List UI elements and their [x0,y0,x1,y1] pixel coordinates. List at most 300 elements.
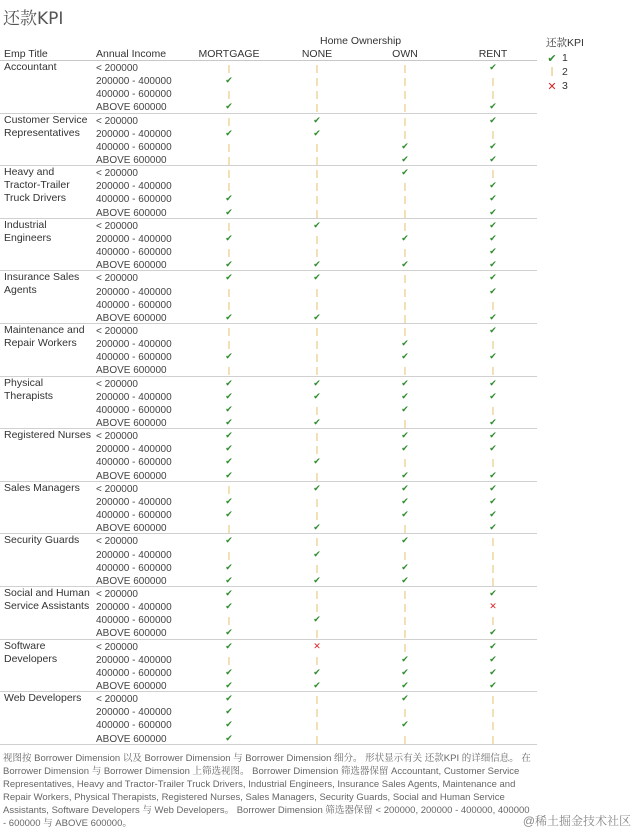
kpi-mark-rent[interactable]: ✔ [489,378,497,389]
table-row [0,667,537,680]
kpi-mark-rent[interactable]: ✔ [489,286,497,297]
kpi-mark-own[interactable]: ❘ [401,300,409,310]
kpi-mark-mortgage[interactable]: ✔ [225,694,233,705]
kpi-mark-own[interactable]: ❘ [401,182,409,192]
income-label-400k-600k[interactable]: 400000 - 600000 [96,562,172,574]
kpi-mark-none[interactable]: ❘ [313,248,321,258]
kpi-mark-none[interactable]: ❘ [313,734,321,744]
table-row [0,549,537,562]
legend-label-3: 3 [562,80,568,92]
kpi-mark-none[interactable]: ❘ [313,195,321,205]
kpi-mark-none[interactable]: ❘ [313,708,321,718]
kpi-mark-none[interactable]: ✕ [313,641,321,652]
kpi-mark-none[interactable]: ❘ [313,445,321,455]
kpi-mark-none[interactable]: ❘ [313,603,321,613]
income-label-lt-200k[interactable]: < 200000 [96,378,138,390]
income-label-400k-600k[interactable]: 400000 - 600000 [96,352,172,364]
income-label-above-600k[interactable]: ABOVE 600000 [96,207,167,219]
kpi-mark-none[interactable]: ❘ [313,169,321,179]
income-label-200k-400k[interactable]: 200000 - 400000 [96,707,172,719]
emp-title-label[interactable]: Sales Managers [4,481,80,494]
income-label-200k-400k[interactable]: 200000 - 400000 [96,496,172,508]
kpi-mark-own[interactable]: ✔ [401,483,409,494]
kpi-mark-none[interactable]: ❘ [313,563,321,573]
kpi-mark-none[interactable]: ✔ [313,391,321,402]
kpi-mark-mortgage[interactable]: ✔ [225,681,233,692]
kpi-mark-own[interactable]: ❘ [401,366,409,376]
kpi-mark-mortgage[interactable]: ❘ [225,182,233,192]
kpi-mark-rent[interactable]: ✔ [489,681,497,692]
kpi-mark-own[interactable]: ✔ [401,681,409,692]
kpi-mark-rent[interactable]: ✔ [489,312,497,323]
kpi-mark-rent[interactable]: ❘ [489,77,497,87]
kpi-mark-none[interactable]: ✔ [313,220,321,231]
income-label-above-600k[interactable]: ABOVE 600000 [96,365,167,377]
income-label-lt-200k[interactable]: < 200000 [96,431,138,443]
income-label-above-600k[interactable]: ABOVE 600000 [96,312,167,324]
kpi-mark-own[interactable]: ✔ [401,536,409,547]
kpi-mark-rent[interactable]: ✔ [489,667,497,678]
kpi-mark-rent[interactable]: ❘ [489,169,497,179]
kpi-mark-rent[interactable]: ✔ [489,326,497,336]
kpi-mark-own[interactable]: ❘ [401,419,409,429]
kpi-mark-own[interactable]: ❘ [401,129,409,139]
kpi-mark-own[interactable]: ✔ [401,510,409,521]
kpi-mark-rent[interactable]: ✔ [489,431,497,442]
kpi-mark-own[interactable]: ✔ [401,694,409,705]
income-label-lt-200k[interactable]: < 200000 [96,273,138,285]
kpi-mark-none[interactable]: ✔ [313,457,321,468]
kpi-mark-mortgage[interactable]: ✔ [225,312,233,323]
table-row [0,259,537,272]
kpi-mark-rent[interactable]: ✔ [489,391,497,402]
kpi-mark-own[interactable]: ❘ [401,64,409,73]
kpi-mark-none[interactable]: ❘ [313,156,321,166]
kpi-mark-mortgage[interactable]: ❘ [225,156,233,166]
kpi-mark-none[interactable]: ✔ [313,260,321,271]
kpi-mark-mortgage[interactable]: ✔ [225,536,233,547]
table-row [0,496,537,509]
kpi-mark-own[interactable]: ✔ [401,720,409,731]
table-row [0,404,537,417]
legend-item-1[interactable] [546,51,584,65]
kpi-mark-mortgage[interactable]: ✔ [225,444,233,455]
kpi-mark-mortgage[interactable]: ✔ [225,628,233,639]
income-label-above-600k[interactable]: ABOVE 600000 [96,523,167,535]
kpi-mark-own[interactable]: ❘ [401,287,409,297]
kpi-mark-own[interactable]: ✔ [401,444,409,455]
kpi-mark-rent[interactable]: ❘ [489,90,497,100]
kpi-mark-rent[interactable]: ✔ [489,181,497,192]
kpi-mark-rent[interactable]: ✔ [489,102,497,113]
kpi-mark-own[interactable]: ❘ [401,248,409,258]
kpi-mark-none[interactable]: ✔ [313,312,321,323]
income-label-400k-600k[interactable]: 400000 - 600000 [96,141,172,153]
emp-title-label[interactable]: Software Developers [4,639,58,665]
kpi-mark-rent[interactable]: ❘ [489,300,497,310]
kpi-mark-none[interactable]: ❘ [313,234,321,244]
kpi-mark-none[interactable]: ❘ [313,497,321,507]
table-row [0,627,537,640]
kpi-mark-mortgage[interactable]: ❘ [225,484,233,494]
kpi-mark-none[interactable]: ❘ [313,629,321,639]
kpi-mark-own[interactable]: ❘ [401,90,409,100]
kpi-mark-own[interactable]: ❘ [401,274,409,284]
kpi-mark-mortgage[interactable]: ❘ [225,655,233,665]
kpi-mark-own[interactable]: ✔ [401,575,409,586]
kpi-mark-mortgage[interactable]: ✔ [225,194,233,205]
income-label-200k-400k[interactable]: 200000 - 400000 [96,76,172,88]
income-label-lt-200k[interactable]: < 200000 [96,115,138,127]
income-label-lt-200k[interactable]: < 200000 [96,694,138,706]
kpi-mark-own[interactable]: ❘ [401,327,409,336]
kpi-mark-rent[interactable]: ✔ [489,510,497,521]
kpi-mark-own[interactable]: ✔ [401,431,409,442]
income-label-400k-600k[interactable]: 400000 - 600000 [96,615,172,627]
kpi-mark-mortgage[interactable]: ✔ [225,418,233,429]
kpi-mark-own[interactable]: ✔ [401,168,409,179]
kpi-mark-none[interactable]: ✔ [313,615,321,626]
kpi-mark-mortgage[interactable]: ✔ [225,391,233,402]
emp-title-label[interactable]: Accountant [4,61,57,73]
kpi-mark-none[interactable]: ✔ [313,681,321,692]
kpi-mark-mortgage[interactable]: ✔ [225,496,233,507]
income-label-lt-200k[interactable]: < 200000 [96,483,138,495]
kpi-mark-own[interactable]: ✔ [401,470,409,481]
table-row [0,614,537,627]
kpi-mark-rent[interactable]: ✕ [489,602,497,613]
table-row [0,693,537,706]
income-label-400k-600k[interactable]: 400000 - 600000 [96,299,172,311]
bar-icon: ❘ [548,67,556,77]
kpi-mark-rent[interactable]: ❘ [489,458,497,468]
kpi-mark-own[interactable]: ✔ [401,496,409,507]
kpi-mark-mortgage[interactable]: ✔ [225,378,233,389]
kpi-mark-rent[interactable]: ✔ [489,115,497,126]
kpi-mark-rent[interactable]: ✔ [489,641,497,652]
kpi-mark-own[interactable]: ✔ [401,339,409,350]
income-label-400k-600k[interactable]: 400000 - 600000 [96,247,172,259]
kpi-mark-mortgage[interactable]: ❘ [225,90,233,100]
kpi-mark-none[interactable]: ❘ [313,721,321,731]
kpi-mark-own[interactable]: ❘ [401,734,409,744]
kpi-mark-none[interactable]: ✔ [313,115,321,126]
kpi-mark-rent[interactable]: ❘ [489,576,497,586]
kpi-mark-none[interactable]: ✔ [313,378,321,389]
kpi-mark-none[interactable]: ❘ [313,340,321,350]
kpi-mark-mortgage[interactable]: ✔ [225,470,233,481]
kpi-mark-none[interactable]: ❘ [313,300,321,310]
kpi-mark-own[interactable]: ❘ [401,313,409,323]
income-label-200k-400k[interactable]: 200000 - 400000 [96,602,172,614]
kpi-mark-rent[interactable]: ✔ [489,523,497,534]
emp-title-label[interactable]: Industrial Engineers [4,218,52,244]
kpi-mark-own[interactable]: ✔ [401,260,409,271]
kpi-mark-none[interactable]: ❘ [313,103,321,113]
kpi-mark-own[interactable]: ✔ [401,404,409,415]
kpi-mark-rent[interactable]: ❘ [489,695,497,705]
kpi-mark-mortgage[interactable]: ✔ [225,667,233,678]
kpi-mark-mortgage[interactable]: ✔ [225,76,233,87]
kpi-mark-own[interactable]: ❘ [401,116,409,126]
income-label-400k-600k[interactable]: 400000 - 600000 [96,89,172,101]
kpi-mark-none[interactable]: ❘ [313,511,321,521]
kpi-mark-mortgage[interactable]: ✔ [225,589,233,599]
kpi-mark-mortgage[interactable]: ✔ [225,562,233,573]
legend-item-3[interactable] [546,79,584,93]
kpi-mark-none[interactable]: ✔ [313,523,321,534]
income-label-lt-200k[interactable]: < 200000 [96,326,138,337]
kpi-mark-mortgage[interactable]: ✔ [225,128,233,139]
kpi-mark-none[interactable]: ✔ [313,418,321,429]
kpi-mark-mortgage[interactable]: ✔ [225,457,233,468]
kpi-mark-own[interactable]: ❘ [401,590,409,599]
kpi-mark-mortgage[interactable]: ❘ [225,142,233,152]
table-row [0,167,537,180]
kpi-mark-rent[interactable]: ❘ [489,340,497,350]
income-label-200k-400k[interactable]: 200000 - 400000 [96,339,172,351]
kpi-mark-none[interactable]: ❘ [313,405,321,415]
emp-title-label[interactable]: Insurance Sales Agents [4,271,80,297]
kpi-mark-mortgage[interactable]: ❘ [225,340,233,350]
emp-title-label[interactable]: Physical Therapists [4,376,54,402]
income-label-400k-600k[interactable]: 400000 - 600000 [96,404,172,416]
kpi-mark-own[interactable]: ✔ [401,233,409,244]
income-label-200k-400k[interactable]: 200000 - 400000 [96,286,172,298]
emp-title-label[interactable]: Security Guards [4,534,80,547]
kpi-mark-rent[interactable]: ✔ [489,628,497,639]
kpi-mark-rent[interactable]: ✔ [489,233,497,244]
table-row [0,378,537,391]
kpi-mark-rent[interactable]: ❘ [489,366,497,376]
kpi-mark-mortgage[interactable]: ✔ [225,233,233,244]
kpi-mark-none[interactable]: ❘ [313,353,321,363]
kpi-mark-rent[interactable]: ✔ [489,155,497,166]
table-row [0,233,537,246]
kpi-mark-mortgage[interactable]: ✔ [225,707,233,718]
kpi-mark-none[interactable]: ✔ [313,549,321,560]
kpi-mark-none[interactable]: ❘ [313,471,321,481]
kpi-mark-mortgage[interactable]: ✔ [225,602,233,613]
income-label-400k-600k[interactable]: 400000 - 600000 [96,510,172,522]
kpi-mark-none[interactable]: ✔ [313,483,321,494]
income-label-400k-600k[interactable]: 400000 - 600000 [96,194,172,206]
emp-title-label[interactable]: Social and Human Service Assistants [4,587,90,612]
income-label-200k-400k[interactable]: 200000 - 400000 [96,181,172,193]
table-row [0,312,537,325]
kpi-mark-mortgage[interactable]: ❘ [225,327,233,336]
kpi-mark-own[interactable]: ✔ [401,378,409,389]
kpi-mark-mortgage[interactable]: ✔ [225,273,233,284]
kpi-mark-own[interactable]: ❘ [401,642,409,652]
kpi-mark-own[interactable]: ❘ [401,550,409,560]
kpi-mark-rent[interactable]: ✔ [489,194,497,205]
kpi-mark-mortgage[interactable]: ✔ [225,431,233,442]
emp-title-label[interactable]: Maintenance and Repair Workers [4,324,85,349]
kpi-mark-rent[interactable]: ❘ [489,129,497,139]
kpi-mark-none[interactable]: ❘ [313,77,321,87]
income-label-above-600k[interactable]: ABOVE 600000 [96,155,167,167]
kpi-mark-none[interactable]: ✔ [313,575,321,586]
kpi-mark-own[interactable]: ❘ [401,629,409,639]
kpi-mark-own[interactable]: ✔ [401,141,409,152]
income-label-200k-400k[interactable]: 200000 - 400000 [96,233,172,245]
kpi-mark-rent[interactable]: ✔ [489,654,497,665]
kpi-mark-rent[interactable]: ✔ [489,483,497,494]
income-label-above-600k[interactable]: ABOVE 600000 [96,470,167,482]
kpi-mark-none[interactable]: ❘ [313,208,321,218]
kpi-mark-own[interactable]: ❘ [401,603,409,613]
income-label-200k-400k[interactable]: 200000 - 400000 [96,654,172,666]
income-label-400k-600k[interactable]: 400000 - 600000 [96,667,172,679]
kpi-mark-mortgage[interactable]: ✔ [225,733,233,744]
legend-title[interactable]: 还款KPI [546,37,584,49]
kpi-mark-rent[interactable]: ✔ [489,418,497,429]
kpi-mark-rent[interactable]: ✔ [489,273,497,284]
table-row [0,220,537,233]
kpi-mark-own[interactable]: ✔ [401,667,409,678]
kpi-mark-none[interactable]: ❘ [313,90,321,100]
income-label-above-600k[interactable]: ABOVE 600000 [96,418,167,430]
kpi-mark-rent[interactable]: ✔ [489,496,497,507]
kpi-mark-rent[interactable]: ✔ [489,220,497,231]
kpi-mark-rent[interactable]: ❘ [489,537,497,547]
income-label-above-600k[interactable]: ABOVE 600000 [96,575,167,587]
kpi-mark-rent[interactable]: ❘ [489,721,497,731]
kpi-mark-mortgage[interactable]: ✔ [225,720,233,731]
income-label-lt-200k[interactable]: < 200000 [96,220,138,232]
kpi-mark-rent[interactable]: ❘ [489,550,497,560]
caption: 视图按 Borrower Dimension 以及 Borrower Dimension 与 Borrower Dimension 细分。 形状显示有关 还款KPI 的详细信息。 在 Borrower Dimension 与 Borrower Dimension 上筛选视图。 Borrower Dimension 筛选器保留 Accountant, Customer Service Representatives, Heavy and Tractor-Trailer Truck Drivers, Industrial Engineers, Insurance Sales Agents, Maintenance and Repair Workers, Physical Therapists, Registered Nurses, Sales Managers, Security Guards, Social and Human Service Assistants, Software Developers 与 Web Developers。 Borrower Dimension 筛选器保留 < 200000, 200000 - 400000, 400000 - 600000 与 ABOVE 600000。 [3,753,531,829]
kpi-mark-none[interactable]: ❘ [313,537,321,547]
income-label-400k-600k[interactable]: 400000 - 600000 [96,720,172,732]
table-row [0,430,537,443]
income-label-lt-200k[interactable]: < 200000 [96,641,138,653]
income-label-above-600k[interactable]: ABOVE 600000 [96,260,167,272]
kpi-mark-mortgage[interactable]: ✔ [225,575,233,586]
kpi-mark-own[interactable]: ✔ [401,562,409,573]
kpi-mark-mortgage[interactable]: ❘ [225,248,233,258]
kpi-mark-none[interactable]: ❘ [313,432,321,442]
emp-title-label[interactable]: Registered Nurses [4,429,91,442]
kpi-mark-mortgage[interactable]: ❘ [225,116,233,126]
table-row [0,391,537,404]
income-label-lt-200k[interactable]: < 200000 [96,589,138,600]
income-label-lt-200k[interactable]: < 200000 [96,536,138,548]
kpi-mark-mortgage[interactable]: ❘ [225,524,233,534]
kpi-mark-mortgage[interactable]: ✔ [225,404,233,415]
kpi-mark-own[interactable]: ❘ [401,221,409,231]
kpi-mark-own[interactable]: ✔ [401,352,409,363]
table-row [0,443,537,456]
kpi-mark-rent[interactable]: ✔ [489,207,497,218]
table-row [0,115,537,128]
kpi-mark-rent[interactable]: ✔ [489,470,497,481]
kpi-mark-rent[interactable]: ❘ [489,405,497,415]
kpi-mark-own[interactable]: ❘ [401,708,409,718]
kpi-mark-mortgage[interactable]: ✔ [225,260,233,271]
kpi-mark-mortgage[interactable]: ✔ [225,510,233,521]
kpi-mark-none[interactable]: ❘ [313,655,321,665]
income-label-200k-400k[interactable]: 200000 - 400000 [96,549,172,561]
kpi-mark-none[interactable]: ❘ [313,142,321,152]
kpi-mark-rent[interactable]: ✔ [489,247,497,258]
kpi-mark-none[interactable]: ❘ [313,182,321,192]
income-label-400k-600k[interactable]: 400000 - 600000 [96,457,172,469]
kpi-mark-mortgage[interactable]: ❘ [225,169,233,179]
kpi-mark-mortgage[interactable]: ❘ [225,64,233,73]
kpi-mark-own[interactable]: ❘ [401,524,409,534]
kpi-mark-rent[interactable]: ❘ [489,734,497,744]
kpi-mark-own[interactable]: ✔ [401,391,409,402]
kpi-mark-none[interactable]: ❘ [313,695,321,705]
kpi-mark-none[interactable]: ✔ [313,667,321,678]
income-label-200k-400k[interactable]: 200000 - 400000 [96,444,172,456]
kpi-mark-none[interactable]: ❘ [313,590,321,599]
income-label-200k-400k[interactable]: 200000 - 400000 [96,128,172,140]
kpi-mark-mortgage[interactable]: ❘ [225,300,233,310]
kpi-mark-own[interactable]: ❘ [401,458,409,468]
kpi-mark-own[interactable]: ❘ [401,195,409,205]
kpi-mark-mortgage[interactable]: ❘ [225,221,233,231]
kpi-mark-own[interactable]: ✔ [401,155,409,166]
kpi-mark-own[interactable]: ❘ [401,208,409,218]
kpi-mark-none[interactable]: ❘ [313,287,321,297]
income-label-above-600k[interactable]: ABOVE 600000 [96,681,167,693]
income-label-lt-200k[interactable]: < 200000 [96,168,138,180]
kpi-mark-mortgage[interactable]: ❘ [225,616,233,626]
kpi-mark-own[interactable]: ✔ [401,654,409,665]
emp-title-label[interactable]: Customer Service Representatives [4,113,88,139]
income-label-200k-400k[interactable]: 200000 - 400000 [96,391,172,403]
kpi-mark-rent[interactable]: ✔ [489,352,497,363]
kpi-mark-rent[interactable]: ✔ [489,260,497,271]
kpi-mark-rent[interactable]: ❘ [489,708,497,718]
kpi-mark-rent[interactable]: ✔ [489,141,497,152]
kpi-mark-own[interactable]: ❘ [401,103,409,113]
kpi-mark-none[interactable]: ✔ [313,128,321,139]
kpi-mark-rent[interactable]: ✔ [489,589,497,599]
emp-title-label[interactable]: Heavy and Tractor-Trailer Truck Drivers [4,166,70,205]
kpi-mark-mortgage[interactable]: ✔ [225,641,233,652]
emp-group [0,640,537,693]
kpi-mark-rent[interactable]: ✔ [489,63,497,73]
kpi-mark-none[interactable]: ❘ [313,366,321,376]
kpi-mark-none[interactable]: ❘ [313,327,321,336]
kpi-mark-rent[interactable]: ❘ [489,616,497,626]
kpi-mark-mortgage[interactable]: ❘ [225,366,233,376]
table-row [0,154,537,167]
table-row [0,75,537,88]
income-label-above-600k[interactable]: ABOVE 600000 [96,733,167,745]
kpi-mark-none[interactable]: ✔ [313,273,321,284]
kpi-mark-mortgage[interactable]: ❘ [225,550,233,560]
legend-item-2[interactable] [546,65,584,79]
kpi-mark-own[interactable]: ❘ [401,616,409,626]
income-label-lt-200k[interactable]: < 200000 [96,63,138,74]
kpi-mark-mortgage[interactable]: ✔ [225,207,233,218]
income-label-above-600k[interactable]: ABOVE 600000 [96,628,167,640]
kpi-mark-rent[interactable]: ✔ [489,444,497,455]
income-label-above-600k[interactable]: ABOVE 600000 [96,102,167,114]
kpi-mark-rent[interactable]: ❘ [489,563,497,573]
kpi-mark-none[interactable]: ❘ [313,64,321,73]
kpi-mark-mortgage[interactable]: ✔ [225,102,233,113]
emp-title-label[interactable]: Web Developers [4,692,82,705]
kpi-mark-own[interactable]: ❘ [401,77,409,87]
kpi-mark-mortgage[interactable]: ❘ [225,287,233,297]
kpi-mark-mortgage[interactable]: ✔ [225,352,233,363]
